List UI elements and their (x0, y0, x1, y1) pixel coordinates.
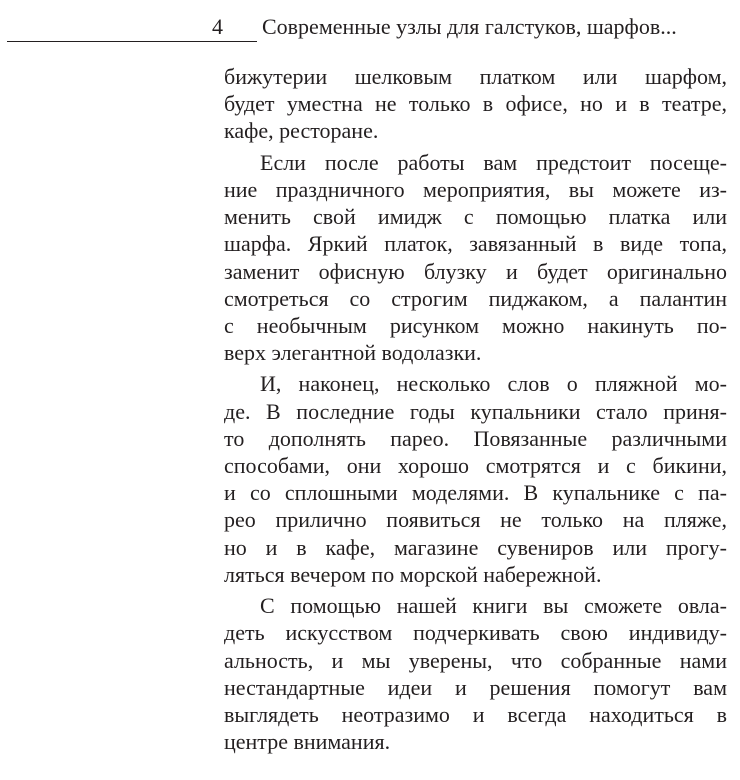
text-line: менить свой имидж с помощью платка или (224, 204, 727, 230)
text-line: заменит офисную блузку и будет оригинально (224, 258, 727, 284)
text-line: кафе, ресторане. (224, 118, 379, 144)
page-number: 4 (212, 14, 223, 39)
body-text (224, 63, 727, 759)
text-line: верх элегантной водолазки. (224, 340, 482, 366)
text-line: шарфа. Яркий платок, завязанный в виде топа, (224, 231, 727, 257)
text-line: ляться вечером по морской набережной. (224, 561, 602, 587)
text-line: то дополнять парео. Повязанные различными (224, 425, 727, 451)
text-line: рео прилично появиться не только на пляже, (224, 507, 727, 533)
text-line: с необычным рисунком можно накинуть по- (224, 312, 727, 338)
paragraph (224, 149, 727, 367)
header-rule (7, 41, 257, 42)
text-line: будет уместна не только в офисе, но и в театре, (224, 91, 727, 117)
running-title: Современные узлы для галстуков, шарфов... (262, 14, 677, 39)
text-line: де. В последние годы купальники стало приня- (224, 398, 727, 424)
paragraph (224, 592, 727, 755)
text-line: центре внимания. (224, 729, 391, 755)
text-line: С помощью нашей книги вы сможете овла- (260, 593, 727, 619)
text-line: и со сплошными моделями. В купальнике с па- (224, 480, 727, 506)
text-line: выглядеть неотразимо и всегда находиться в (224, 701, 727, 727)
text-line: бижутерии шелковым платком или шарфом, (224, 64, 727, 89)
text-line: альность, и мы уверены, что собранные нами (224, 647, 727, 673)
paragraph (224, 370, 727, 588)
text-line: смотреться со строгим пиджаком, а палантин (224, 285, 727, 311)
page-header (0, 10, 740, 50)
text-line: нестандартные идеи и решения помогут вам (224, 674, 727, 700)
text-line: способами, они хорошо смотрятся и с бикини, (224, 453, 727, 478)
text-line: ние праздничного мероприятия, вы можете из- (224, 176, 727, 202)
text-line: Если после работы вам предстоит посеще- (260, 149, 727, 175)
paragraph (224, 63, 727, 145)
text-line: но и в кафе, магазине сувениров или прогу- (224, 534, 727, 560)
text-line: деть искусством подчеркивать свою индивиду- (224, 620, 727, 646)
text-line: И, наконец, несколько слов о пляжной мо- (260, 371, 727, 397)
